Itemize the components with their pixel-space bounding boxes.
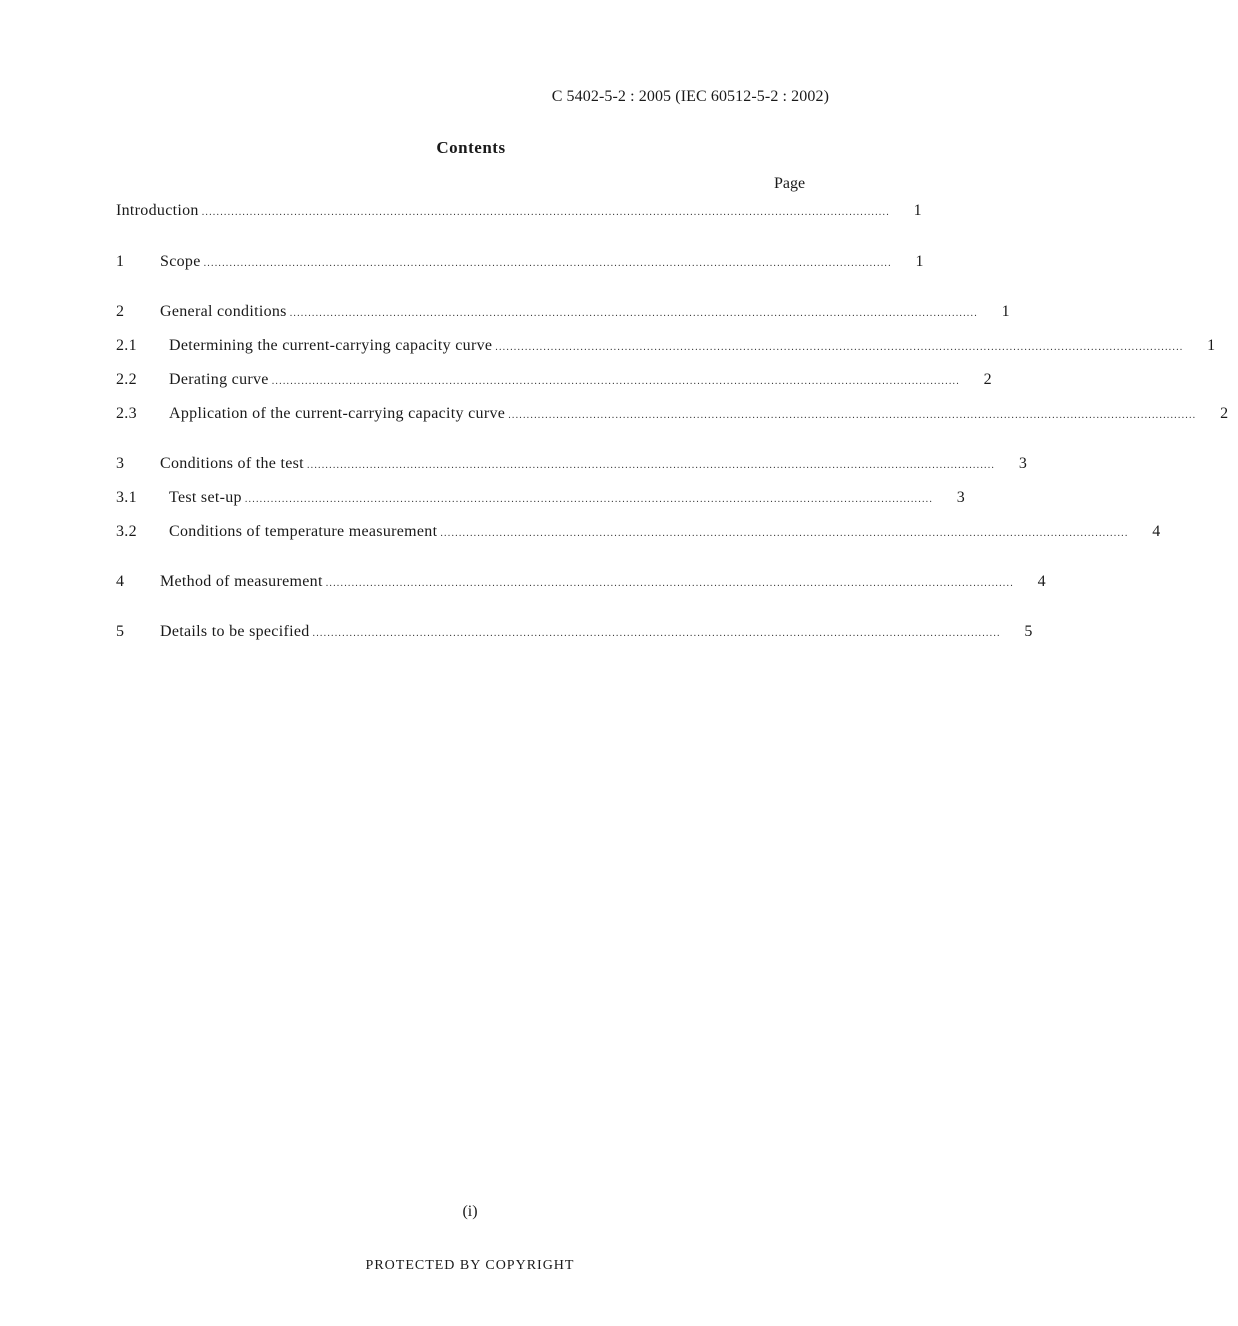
- toc-entry-page: 3: [956, 489, 966, 506]
- toc-entry-title: Details to be specified: [160, 623, 310, 640]
- toc-entry-number: 2.1: [116, 337, 137, 354]
- toc-entry-number: 2.2: [116, 371, 137, 388]
- page-column-header: Page: [774, 175, 806, 192]
- toc-dot-leader: ..........................................................................................................................................................................................: [508, 410, 1197, 421]
- toc-entry-title: Introduction: [116, 202, 199, 219]
- toc-entry-page: 4: [1152, 523, 1161, 540]
- toc-entry-page: 3: [1018, 455, 1028, 472]
- toc-entry-conditions-of-the-test[interactable]: [116, 455, 1028, 479]
- toc-entry-scope[interactable]: [116, 253, 924, 277]
- toc-dot-leader: ..........................................................................................................................................................................................: [325, 578, 1014, 589]
- toc-entry-title: Method of measurement: [160, 573, 323, 590]
- toc-dot-leader: ..........................................................................................................................................................................................: [495, 342, 1184, 353]
- toc-entry-method-of-measurement[interactable]: [116, 573, 1046, 597]
- toc-entry-page: 2: [1220, 405, 1229, 422]
- toc-entry-title: Determining the current-carrying capacity curve: [169, 337, 493, 354]
- toc-entry-introduction[interactable]: [116, 202, 922, 226]
- toc-entry-test-set-up[interactable]: [116, 489, 966, 513]
- copyright-notice: PROTECTED BY COPYRIGHT: [365, 1258, 575, 1273]
- toc-entry-general-conditions[interactable]: [116, 303, 1010, 327]
- toc-entry-number: 3.1: [116, 489, 137, 506]
- toc-entry-number: 3.2: [116, 523, 137, 540]
- toc-entry-page: 1: [1001, 303, 1010, 320]
- toc-entry-number: 2: [116, 303, 125, 320]
- toc-entry-details-to-be-specified[interactable]: [116, 623, 1033, 647]
- toc-entry-page: 5: [1024, 623, 1033, 640]
- toc-entry-title: Application of the current-carrying capacity curve: [169, 405, 506, 422]
- toc-entry-title: Test set-up: [169, 489, 242, 506]
- toc-entry-title: Conditions of the test: [160, 455, 304, 472]
- toc-dot-leader: ..........................................................................................................................................................................................: [440, 528, 1129, 539]
- toc-entry-title: Conditions of temperature measurement: [169, 523, 438, 540]
- toc-entry-number: 2.3: [116, 405, 137, 422]
- toc-entry-conditions-of-temperature-measurement[interactable]: [116, 523, 1161, 547]
- toc-entry-determining-current-carrying-capacity-curve[interactable]: [116, 337, 1216, 361]
- toc-entry-application-of-curve[interactable]: [116, 405, 1229, 429]
- page-title: Contents: [436, 138, 506, 157]
- toc-entry-page: 2: [983, 371, 992, 388]
- toc-entry-number: 5: [116, 623, 125, 640]
- toc-entry-number: 3: [116, 455, 125, 472]
- toc-dot-leader: ..........................................................................................................................................................................................: [289, 308, 978, 319]
- document-id-header: C 5402-5-2 : 2005 (IEC 60512-5-2 : 2002): [551, 88, 829, 105]
- toc-entry-title: Derating curve: [169, 371, 269, 388]
- toc-dot-leader: ..........................................................................................................................................................................................: [201, 207, 890, 218]
- toc-entry-number: 1: [116, 253, 125, 270]
- page-folio: (i): [462, 1203, 478, 1220]
- toc-entry-title: Scope: [160, 253, 201, 270]
- toc-dot-leader: ..........................................................................................................................................................................................: [312, 628, 1001, 639]
- toc-entry-page: 1: [1207, 337, 1216, 354]
- toc-dot-leader: ..........................................................................................................................................................................................: [203, 258, 892, 269]
- toc-dot-leader: ..........................................................................................................................................................................................: [306, 460, 996, 471]
- toc-entry-number: 4: [116, 573, 125, 590]
- toc-entry-derating-curve[interactable]: [116, 371, 992, 395]
- toc-dot-leader: ..........................................................................................................................................................................................: [271, 376, 960, 387]
- toc-dot-leader: ..........................................................................................................................................................................................: [244, 494, 934, 505]
- toc-entry-page: 1: [913, 202, 922, 219]
- toc-entry-title: General conditions: [160, 303, 287, 320]
- toc-entry-page: 1: [915, 253, 924, 270]
- toc-entry-page: 4: [1037, 573, 1046, 590]
